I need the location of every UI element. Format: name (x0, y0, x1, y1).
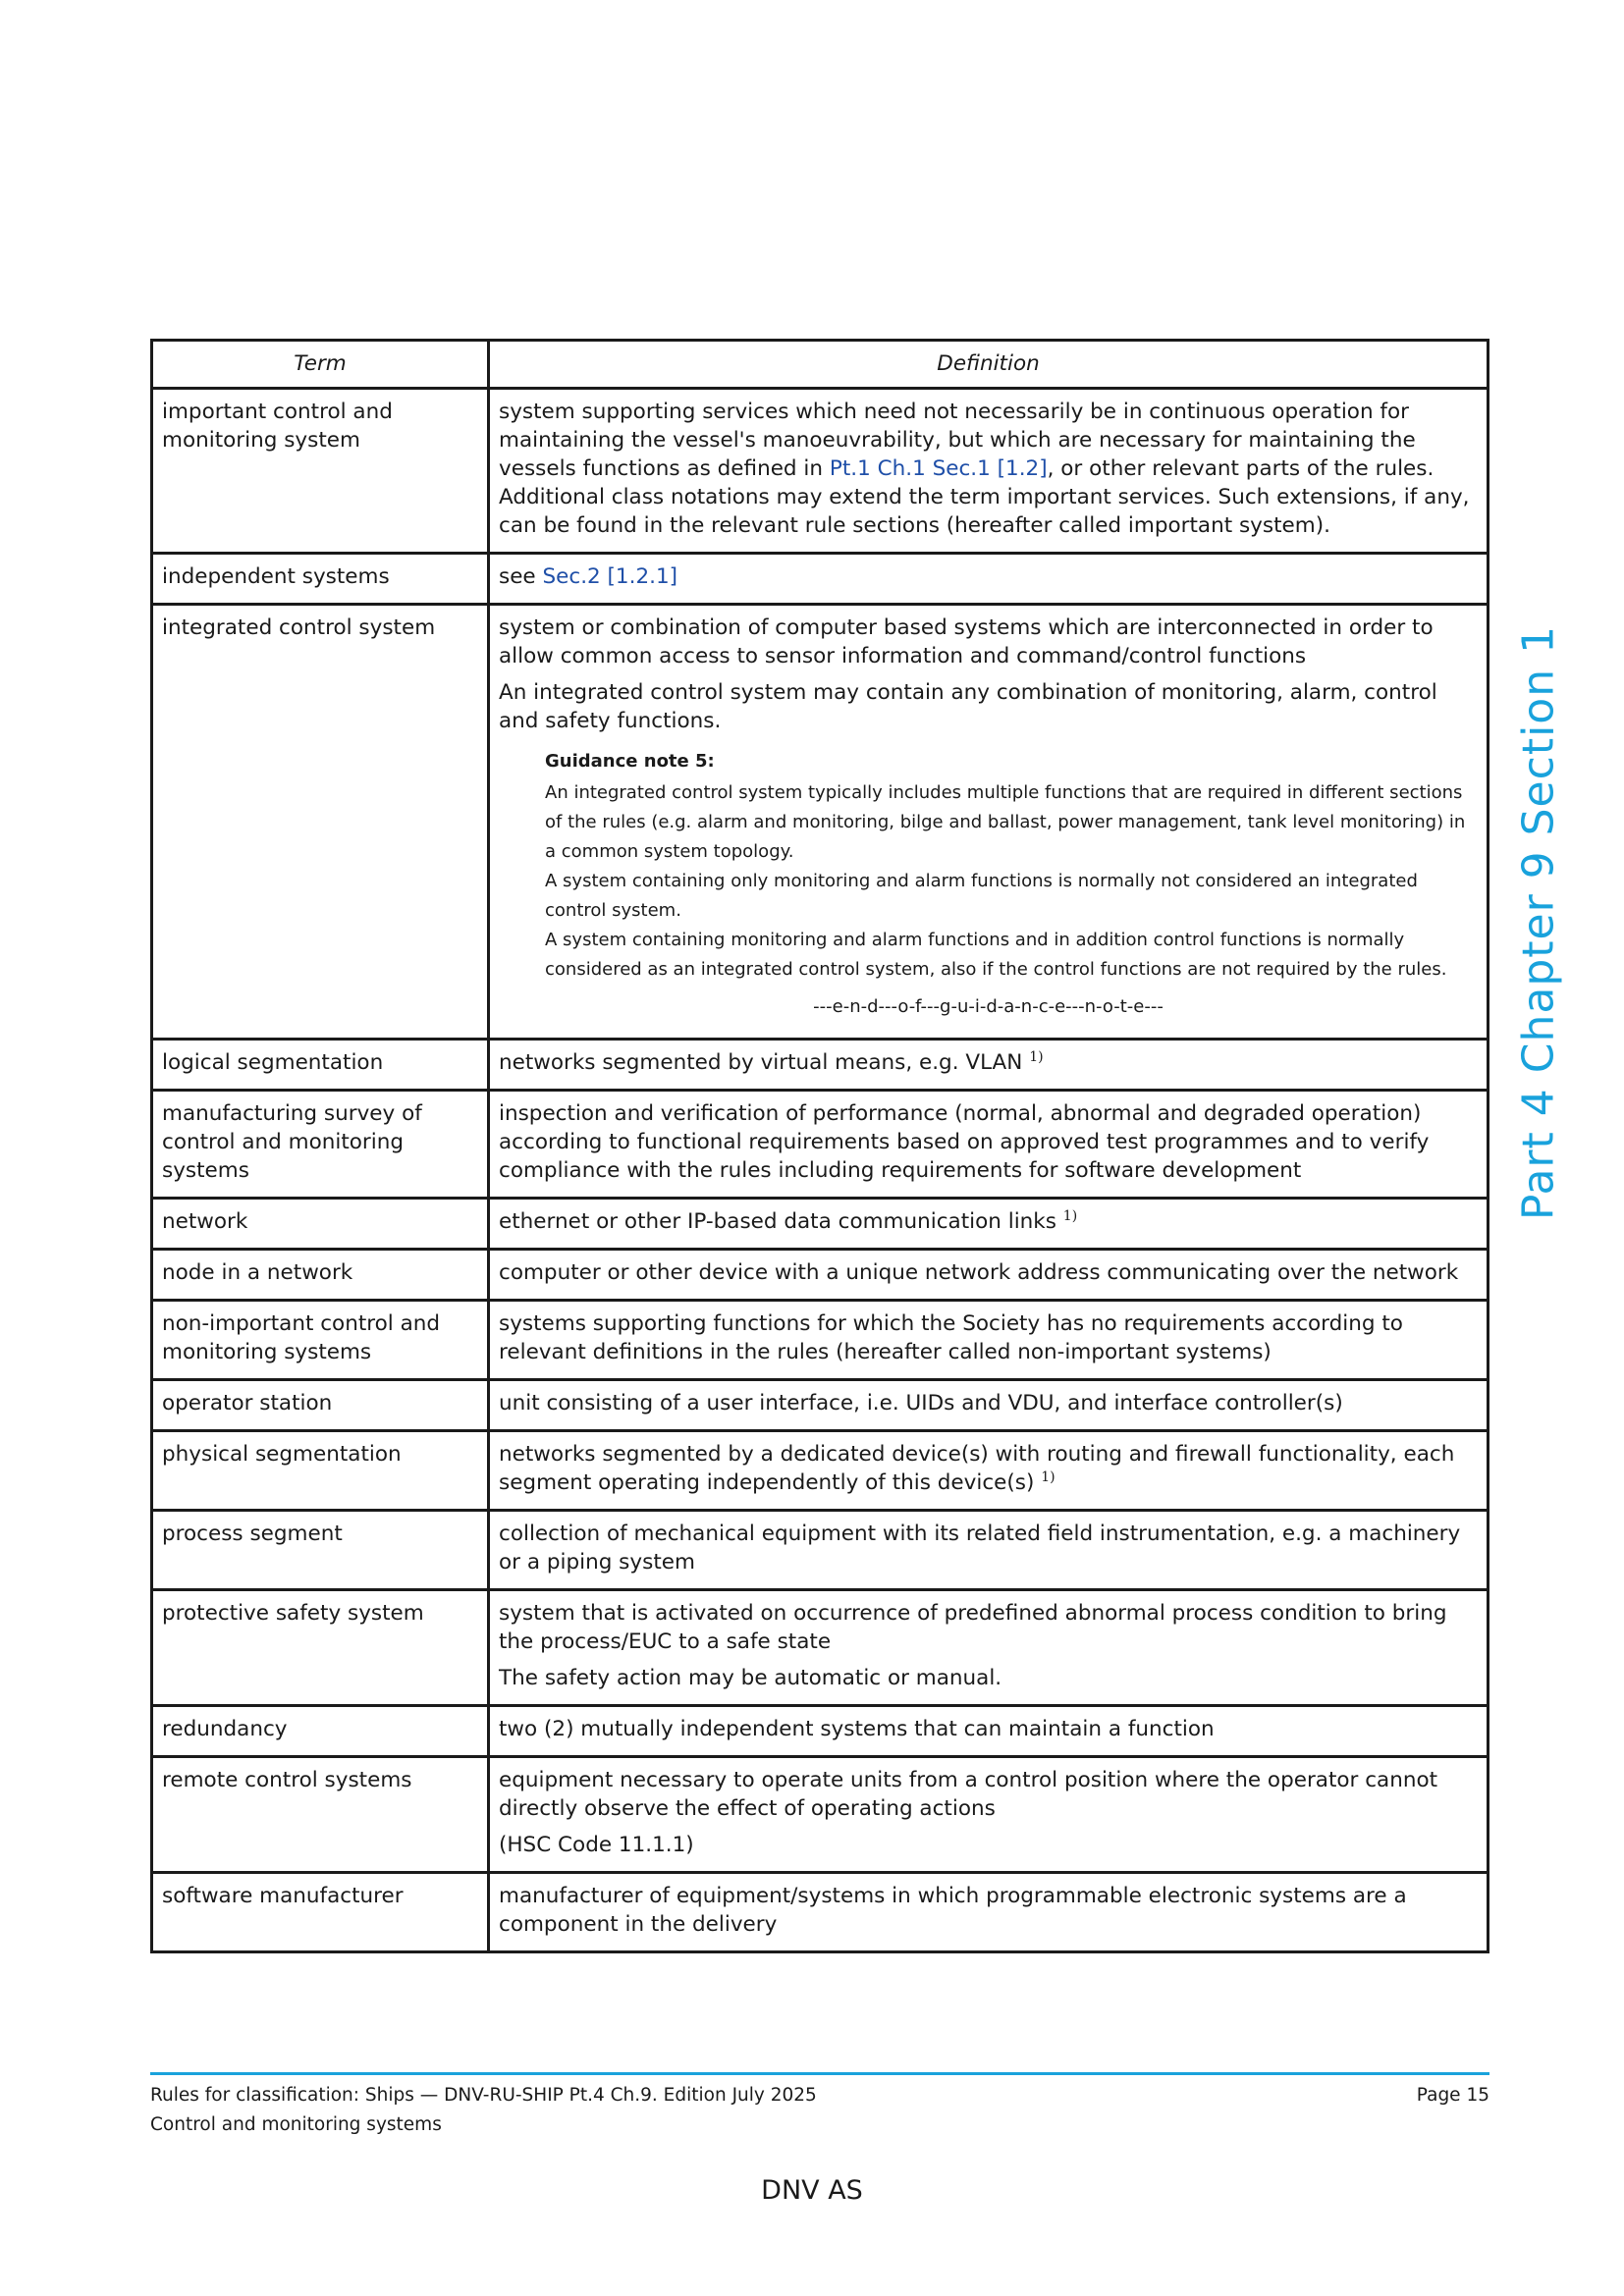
page-number: Page 15 (1416, 2085, 1489, 2106)
definition-column-header: Definition (489, 341, 1489, 389)
definition-text: see Sec.2 [1.2.1] (499, 564, 678, 589)
table-row (152, 1590, 1489, 1706)
publisher-name: DNV AS (761, 2175, 863, 2206)
term-cell: important control and monitoring system (152, 389, 489, 554)
definition-cell (489, 1590, 1489, 1706)
term-cell: remote control systems (152, 1757, 489, 1873)
table-row (152, 1091, 1489, 1199)
definition-cell (489, 1040, 1489, 1091)
footnote-marker: 1) (1029, 1049, 1044, 1065)
term-cell: process segment (152, 1511, 489, 1590)
definition-text: system that is activated on occurrence of predefined abnormal process condition to bring the process/EUC to a safe state (499, 1601, 1447, 1654)
definition-cell (489, 1511, 1489, 1590)
definition-text: equipment necessary to operate units from a control position where the operator cannot directly observe the effect of operating actions (499, 1768, 1438, 1821)
footnote-marker: 1) (1041, 1469, 1056, 1485)
definition-cell (489, 1757, 1489, 1873)
term-cell: network (152, 1199, 489, 1250)
table-row (152, 1380, 1489, 1431)
definition-cell (489, 554, 1489, 605)
term-cell: software manufacturer (152, 1873, 489, 1952)
guidance-note-paragraph: A system containing only monitoring and alarm functions is normally not considered an integrated control system. (545, 871, 1418, 921)
table-row (152, 1301, 1489, 1380)
table-row (152, 605, 1489, 1040)
definition-cell (489, 1431, 1489, 1511)
definition-cell (489, 1873, 1489, 1952)
term-cell: manufacturing survey of control and monitoring systems (152, 1091, 489, 1199)
definition-text: manufacturer of equipment/systems in which programmable electronic systems are a component in the delivery (499, 1884, 1407, 1937)
definitions-table (150, 339, 1489, 1953)
side-section-label: Part 4 Chapter 9 Section 1 (1513, 624, 1564, 1221)
definition-cell (489, 1199, 1489, 1250)
definition-text: system supporting services which need not necessarily be in continuous operation for maintaining the vessel's manoeuvrability, but which are necessary for maintaining the vessels functions as defined in Pt.1 Ch.1 Sec.1 [1.2], or other relevant parts of the rules. Additional class notations may extend the term important services. Such extensions, if any, can be found in the relevant rule sections (hereafter called important system). (499, 400, 1470, 538)
table-header-row (152, 341, 1489, 389)
table-row (152, 1511, 1489, 1590)
definition-text: networks segmented by virtual means, e.g. VLAN $^{1)}$ (499, 1049, 1044, 1075)
guidance-note-title: Guidance note 5: (545, 751, 715, 772)
definition-text: (HSC Code 11.1.1) (499, 1833, 694, 1857)
term-cell: operator station (152, 1380, 489, 1431)
definition-cell (489, 605, 1489, 1040)
table-row (152, 1040, 1489, 1091)
definition-cell (489, 389, 1489, 554)
term-cell: independent systems (152, 554, 489, 605)
term-cell: node in a network (152, 1250, 489, 1301)
table-row (152, 1199, 1489, 1250)
table-row (152, 1431, 1489, 1511)
guidance-note (545, 747, 1478, 1022)
definition-cell (489, 1380, 1489, 1431)
rule-reference-link[interactable]: Pt.1 Ch.1 Sec.1 [1.2] (829, 456, 1048, 481)
definition-text: two (2) mutually independent systems that can maintain a function (499, 1717, 1215, 1741)
footer-document-subtitle: Control and monitoring systems (150, 2114, 442, 2135)
table-row (152, 389, 1489, 554)
definition-text: An integrated control system may contain any combination of monitoring, alarm, control and safety functions. (499, 680, 1437, 733)
footnote-marker: 1) (1062, 1208, 1078, 1224)
footer-divider (150, 2072, 1489, 2075)
term-cell: logical segmentation (152, 1040, 489, 1091)
table-row (152, 1250, 1489, 1301)
definition-text: unit consisting of a user interface, i.e. UIDs and VDU, and interface controller(s) (499, 1391, 1343, 1415)
definition-text: system or combination of computer based systems which are interconnected in order to allow common access to sensor information and command/control functions (499, 615, 1434, 668)
term-cell: protective safety system (152, 1590, 489, 1706)
guidance-note-end: ---e-n-d---o-f---g-u-i-d-a-n-c-e---n-o-t-e--- (813, 996, 1164, 1017)
guidance-note-paragraph: A system containing monitoring and alarm functions and in addition control functions is normally considered as an integrated control system, also if the control functions are not required by the rules. (545, 930, 1447, 980)
term-cell: integrated control system (152, 605, 489, 1040)
definition-cell (489, 1301, 1489, 1380)
definition-text: systems supporting functions for which the Society has no requirements according to relevant definitions in the rules (hereafter called non-important systems) (499, 1311, 1403, 1364)
definition-text: ethernet or other IP-based data communication links $^{1)}$ (499, 1208, 1078, 1234)
definition-cell (489, 1706, 1489, 1757)
footer-document-info (150, 2081, 817, 2140)
table-row (152, 1873, 1489, 1952)
term-cell: redundancy (152, 1706, 489, 1757)
term-column-header: Term (152, 341, 489, 389)
definition-text: inspection and verification of performance (normal, abnormal and degraded operation) according to functional requirements based on approved test programmes and to verify compliance with the rules including requirements for software development (499, 1101, 1430, 1183)
table-row (152, 554, 1489, 605)
definition-text: networks segmented by a dedicated device(s) with routing and firewall functionality, each segment operating independently of this device(s) $^{1)}$ (499, 1442, 1455, 1495)
table-row (152, 1757, 1489, 1873)
guidance-note-paragraph: An integrated control system typically includes multiple functions that are required in different sections of the rules (e.g. alarm and monitoring, bilge and ballast, power management, tank level monitoring) in a common system topology. (545, 782, 1466, 862)
definition-text: collection of mechanical equipment with its related field instrumentation, e.g. a machinery or a piping system (499, 1522, 1461, 1575)
definition-cell (489, 1091, 1489, 1199)
footer-document-title: Rules for classification: Ships — DNV-RU-SHIP Pt.4 Ch.9. Edition July 2025 (150, 2085, 817, 2106)
term-cell: physical segmentation (152, 1431, 489, 1511)
rule-reference-link[interactable]: Sec.2 [1.2.1] (542, 564, 678, 589)
definition-text: The safety action may be automatic or manual. (499, 1666, 1002, 1690)
term-cell: non-important control and monitoring systems (152, 1301, 489, 1380)
definition-text: computer or other device with a unique network address communicating over the network (499, 1260, 1459, 1285)
table-row (152, 1706, 1489, 1757)
definition-cell (489, 1250, 1489, 1301)
